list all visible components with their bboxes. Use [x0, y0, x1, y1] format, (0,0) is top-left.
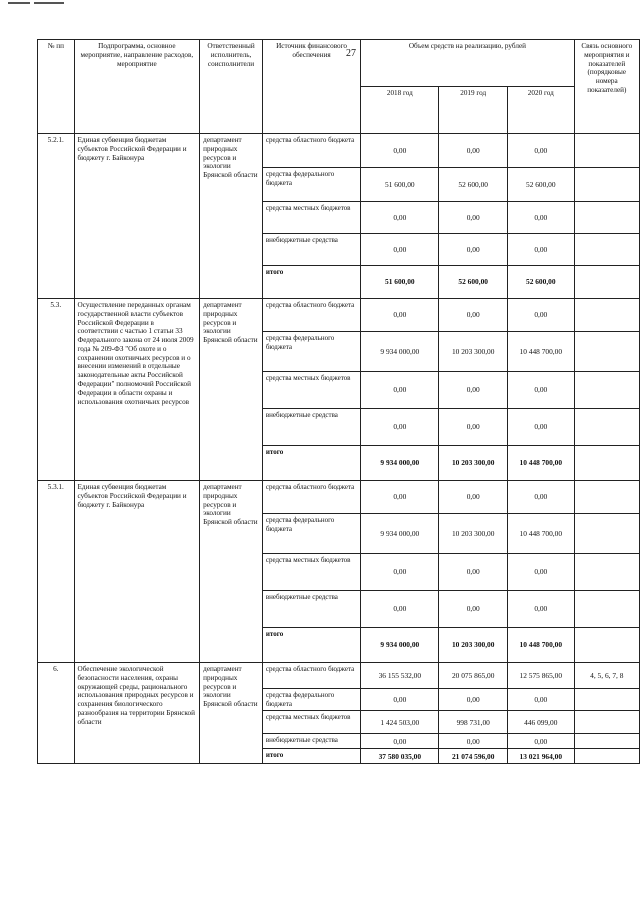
amount-cell: 0,00 — [361, 299, 439, 332]
amount-cell: 10 448 700,00 — [507, 514, 574, 554]
indicator-link — [574, 134, 639, 168]
item-name: Единая субвенция бюджетам субъектов Российской Федерации и бюджету г. Байконура — [74, 481, 200, 663]
amount-cell: 0,00 — [439, 409, 508, 446]
amount-cell: 10 203 300,00 — [439, 628, 508, 663]
amount-cell: 998 731,00 — [439, 711, 508, 734]
item-executor: департамент природных ресурсов и экологии Брянской области — [200, 299, 263, 481]
indicator-link — [574, 689, 639, 711]
source-label: средства областного бюджета — [262, 134, 360, 168]
amount-cell: 0,00 — [507, 591, 574, 628]
header-year-2020: 2020 год — [507, 87, 574, 134]
amount-cell: 13 021 964,00 — [507, 749, 574, 764]
amount-cell: 10 203 300,00 — [439, 446, 508, 481]
amount-cell: 0,00 — [507, 409, 574, 446]
item-executor: департамент природных ресурсов и экологии Брянской области — [200, 663, 263, 764]
source-label: внебюджетные средства — [262, 591, 360, 628]
amount-cell: 0,00 — [361, 372, 439, 409]
indicator-link — [574, 332, 639, 372]
amount-cell: 0,00 — [507, 689, 574, 711]
item-number: 5.2.1. — [38, 134, 75, 299]
amount-cell: 0,00 — [507, 734, 574, 749]
header-executor: Ответственный исполнитель, соисполнители — [200, 40, 263, 134]
header-year-2019: 2019 год — [439, 87, 508, 134]
amount-cell: 0,00 — [507, 372, 574, 409]
amount-cell: 0,00 — [361, 134, 439, 168]
source-label: итого — [262, 749, 360, 764]
indicator-link — [574, 202, 639, 234]
header-num: № пп — [38, 40, 75, 134]
item-name: Единая субвенция бюджетам субъектов Российской Федерации и бюджету г. Байконура — [74, 134, 200, 299]
source-label: внебюджетные средства — [262, 409, 360, 446]
amount-cell: 21 074 596,00 — [439, 749, 508, 764]
indicator-link — [574, 409, 639, 446]
amount-cell: 0,00 — [439, 372, 508, 409]
amount-cell: 52 600,00 — [439, 168, 508, 202]
indicator-link — [574, 734, 639, 749]
source-label: средства местных бюджетов — [262, 711, 360, 734]
amount-cell: 0,00 — [361, 734, 439, 749]
amount-cell: 0,00 — [361, 409, 439, 446]
amount-cell: 10 448 700,00 — [507, 332, 574, 372]
header-link: Связь основного мероприятия и показателей (порядковые номера показателей) — [574, 40, 639, 134]
indicator-link — [574, 749, 639, 764]
indicator-link — [574, 628, 639, 663]
amount-cell: 10 203 300,00 — [439, 332, 508, 372]
source-label: средства федерального бюджета — [262, 689, 360, 711]
amount-cell: 0,00 — [507, 234, 574, 266]
indicator-link — [574, 372, 639, 409]
amount-cell: 36 155 532,00 — [361, 663, 439, 689]
source-label: внебюджетные средства — [262, 734, 360, 749]
amount-cell: 1 424 503,00 — [361, 711, 439, 734]
source-label: средства федерального бюджета — [262, 332, 360, 372]
source-label: средства федерального бюджета — [262, 168, 360, 202]
amount-cell: 0,00 — [361, 481, 439, 514]
amount-cell: 0,00 — [361, 202, 439, 234]
item-executor: департамент природных ресурсов и экологии Брянской области — [200, 481, 263, 663]
table-body — [38, 134, 640, 764]
indicator-link — [574, 481, 639, 514]
amount-cell: 0,00 — [439, 734, 508, 749]
source-label: средства областного бюджета — [262, 663, 360, 689]
amount-cell: 12 575 865,00 — [507, 663, 574, 689]
item-number: 6. — [38, 663, 75, 764]
indicator-link — [574, 554, 639, 591]
source-label: итого — [262, 628, 360, 663]
amount-cell: 0,00 — [361, 689, 439, 711]
source-label: средства федерального бюджета — [262, 514, 360, 554]
item-executor: департамент природных ресурсов и экологии Брянской области — [200, 134, 263, 299]
amount-cell: 0,00 — [439, 554, 508, 591]
header-volume: Объем средств на реализацию, рублей — [361, 40, 574, 87]
amount-cell: 0,00 — [439, 202, 508, 234]
amount-cell: 51 600,00 — [361, 266, 439, 299]
amount-cell: 0,00 — [361, 591, 439, 628]
amount-cell: 0,00 — [439, 481, 508, 514]
source-label: средства областного бюджета — [262, 299, 360, 332]
amount-cell: 0,00 — [507, 202, 574, 234]
amount-cell: 9 934 000,00 — [361, 446, 439, 481]
source-label: средства областного бюджета — [262, 481, 360, 514]
header-year-2018: 2018 год — [361, 87, 439, 134]
indicator-link — [574, 711, 639, 734]
page-number: 27 — [346, 48, 356, 59]
amount-cell: 52 600,00 — [439, 266, 508, 299]
source-label: итого — [262, 266, 360, 299]
amount-cell: 9 934 000,00 — [361, 332, 439, 372]
amount-cell: 51 600,00 — [361, 168, 439, 202]
source-label: средства местных бюджетов — [262, 372, 360, 409]
item-name: Обеспечение экологической безопасности населения, охраны окружающей среды, рационального использования природных ресурсов и сохранения биологического разнообразия на территории Брянской области — [74, 663, 200, 764]
amount-cell: 0,00 — [439, 134, 508, 168]
amount-cell: 20 075 865,00 — [439, 663, 508, 689]
amount-cell: 52 600,00 — [507, 266, 574, 299]
source-label: итого — [262, 446, 360, 481]
amount-cell: 10 448 700,00 — [507, 628, 574, 663]
table-row — [38, 481, 640, 514]
amount-cell: 52 600,00 — [507, 168, 574, 202]
table-row — [38, 299, 640, 332]
header-source: Источник финансового обеспечения — [262, 40, 360, 134]
item-number: 5.3.1. — [38, 481, 75, 663]
indicator-link — [574, 591, 639, 628]
header-program: Подпрограмма, основное мероприятие, направление расходов, мероприятие — [74, 40, 200, 134]
item-name: Осуществление переданных органам государственной власти субъектов Российской Федерации в соответствии с частью 1 статьи 33 Федерального закона от 24 июля 2009 года № 209-ФЗ "Об охоте и о сохранении охотничьих ресурсов и о внесении изменений в отдельные законодательные акты Российской Федерации" полномочий Российской Федерации в области охраны и использования охотничьих ресурсов — [74, 299, 200, 481]
amount-cell: 37 580 035,00 — [361, 749, 439, 764]
indicator-link — [574, 168, 639, 202]
indicator-link — [574, 514, 639, 554]
source-label: средства местных бюджетов — [262, 202, 360, 234]
amount-cell: 9 934 000,00 — [361, 514, 439, 554]
indicator-link — [574, 299, 639, 332]
table-row — [38, 663, 640, 689]
amount-cell: 446 099,00 — [507, 711, 574, 734]
amount-cell: 0,00 — [439, 234, 508, 266]
amount-cell: 0,00 — [439, 689, 508, 711]
indicator-link: 4, 5, 6, 7, 8 — [574, 663, 639, 689]
source-label: внебюджетные средства — [262, 234, 360, 266]
source-label: средства местных бюджетов — [262, 554, 360, 591]
indicator-link — [574, 234, 639, 266]
scan-mark — [8, 2, 86, 5]
table-row — [38, 134, 640, 168]
amount-cell: 10 203 300,00 — [439, 514, 508, 554]
amount-cell: 0,00 — [439, 299, 508, 332]
indicator-link — [574, 446, 639, 481]
amount-cell: 0,00 — [361, 234, 439, 266]
amount-cell: 0,00 — [507, 481, 574, 514]
amount-cell: 9 934 000,00 — [361, 628, 439, 663]
amount-cell: 0,00 — [507, 554, 574, 591]
amount-cell: 10 448 700,00 — [507, 446, 574, 481]
item-number: 5.3. — [38, 299, 75, 481]
amount-cell: 0,00 — [507, 299, 574, 332]
amount-cell: 0,00 — [439, 591, 508, 628]
budget-table — [37, 39, 640, 764]
indicator-link — [574, 266, 639, 299]
amount-cell: 0,00 — [361, 554, 439, 591]
amount-cell: 0,00 — [507, 134, 574, 168]
